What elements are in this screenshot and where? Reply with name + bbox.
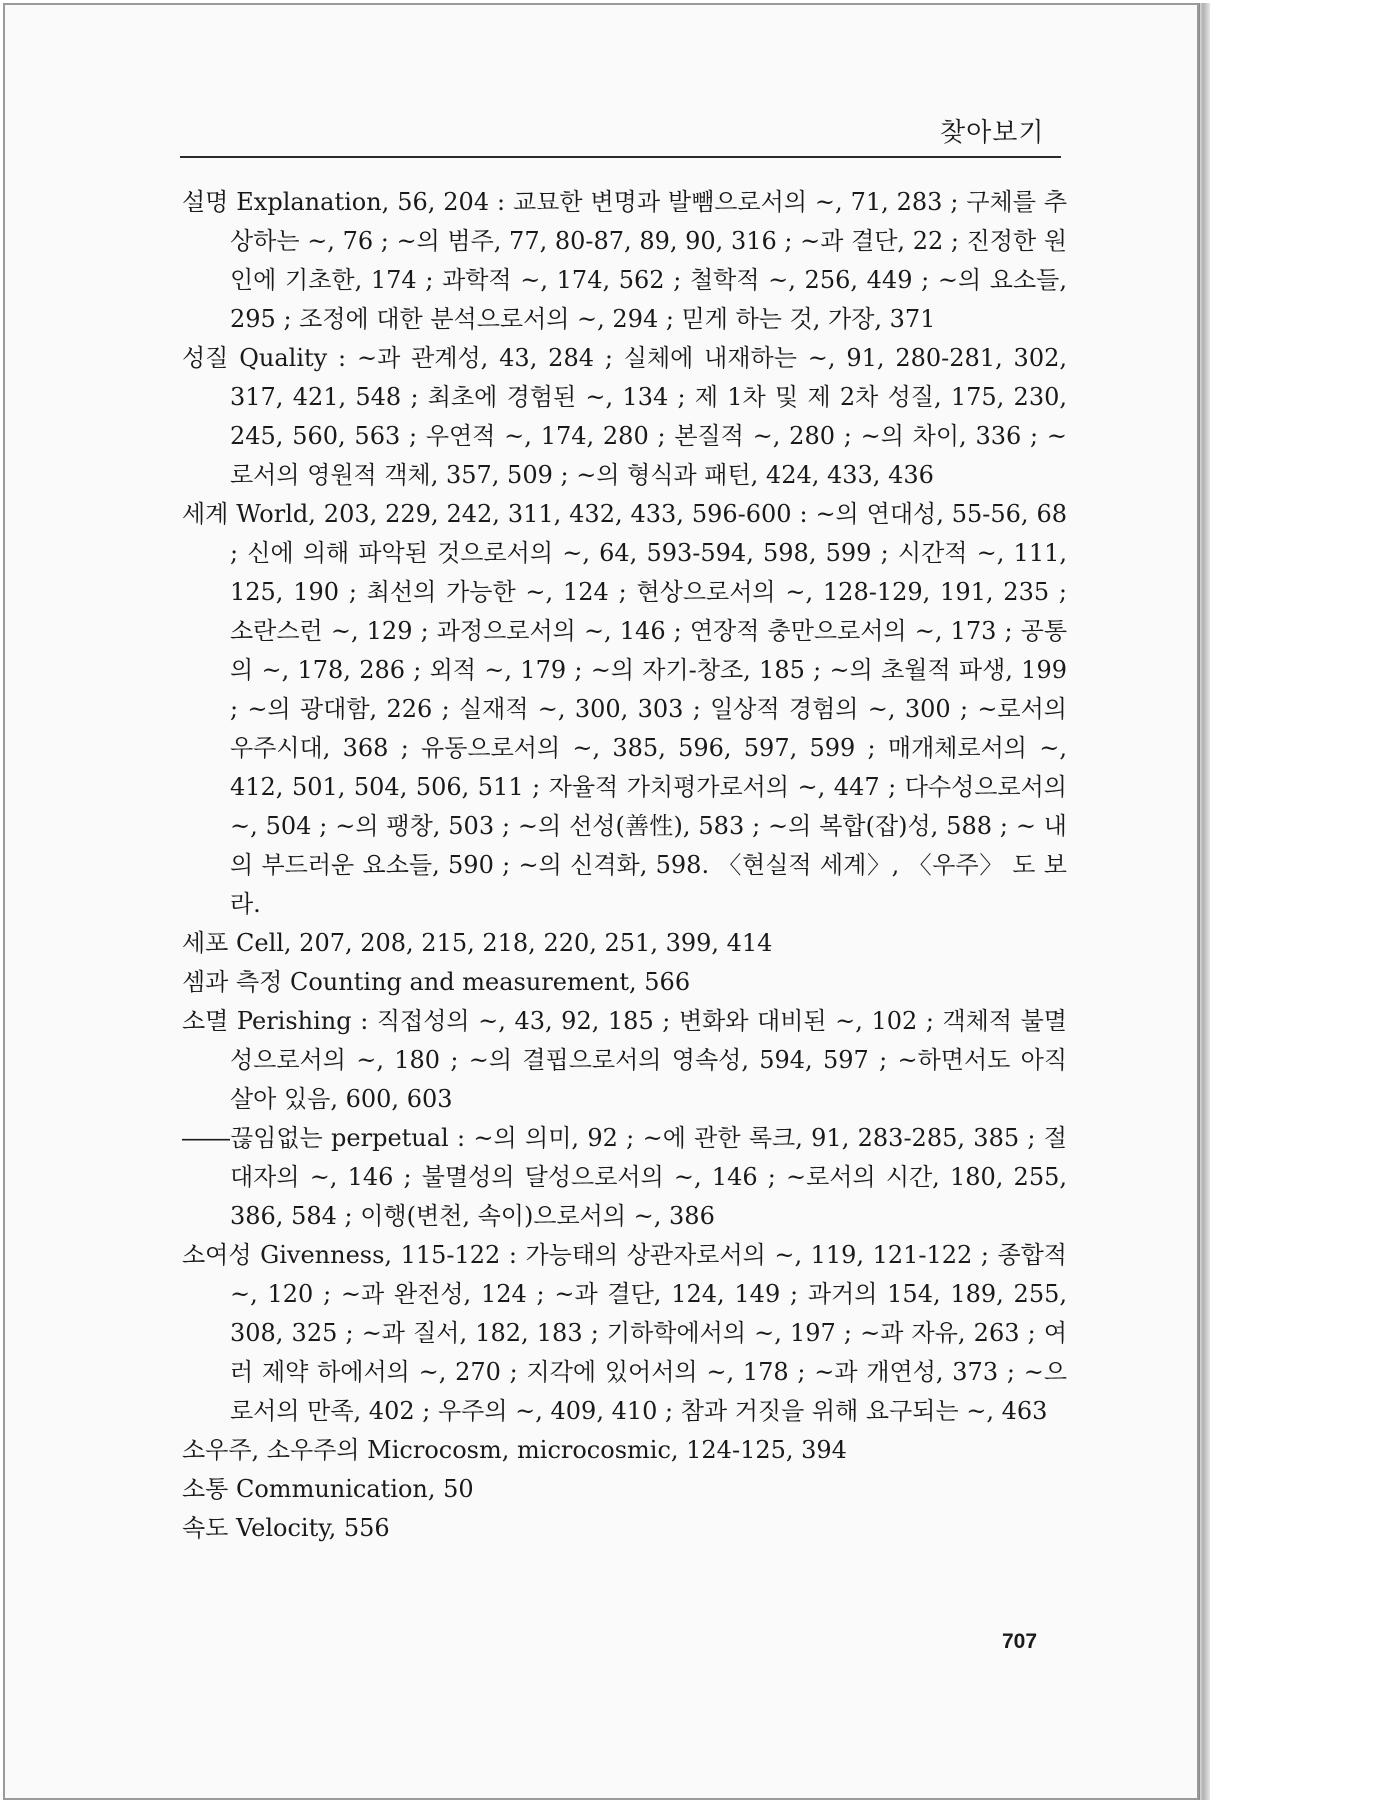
index-entry: 소우주, 소우주의 Microcosm, microcosmic, 124-125, 394 [182,1436,847,1464]
index-subentry: ――끊임없는 perpetual : ~의 의미, 92 ; ~에 관한 록크, 91, 283-285, 385 ; 절대자의 ~, 146 ; 불멸성의 달성으로서의 ~, 146 ; ~로서의 시간, 180, 255, 386, 584 ; 이행(변천, 속이)으로서의 ~, 386 [182,1124,1067,1230]
index-entry: 성질 Quality : ~과 관계성, 43, 284 ; 실체에 내재하는 ~, 91, 280-281, 302, 317, 421, 548 ; 최초에 경험된 ~, 134 ; 제 1차 및 제 2차 성질, 175, 230, 245, 560, 563 ; 우연적 ~, 174, 280 ; 본질적 ~, 280 ; ~의 차이, 336 ; ~로서의 영원적 객체, 357, 509 ; ~의 형식과 패턴, 424, 433, 436 [182,344,1067,489]
index-entry: 소멸 Perishing : 직접성의 ~, 43, 92, 185 ; 변화와 대비된 ~, 102 ; 객체적 불멸성으로서의 ~, 180 ; ~의 결핍으로서의 영속성, 594, 597 ; ~하면서도 아직 살아 있음, 600, 603 [182,1007,1067,1113]
index-entry: 셈과 측정 Counting and measurement, 566 [182,968,691,996]
index-entries [182,183,1067,1548]
index-entry: 설명 Explanation, 56, 204 : 교묘한 변명과 발뺌으로서의 ~, 71, 283 ; 구체를 추상하는 ~, 76 ; ~의 범주, 77, 80-87, 89, 90, 316 ; ~과 결단, 22 ; 진정한 원인에 기초한, 174 ; 과학적 ~, 174, 562 ; 철학적 ~, 256, 449 ; ~의 요소들, 295 ; 조정에 대한 분석으로서의 ~, 294 ; 믿게 하는 것, 가장, 371 [182,188,1067,333]
header-rule [180,156,1061,158]
index-entry: 소통 Communication, 50 [182,1475,474,1503]
index-entry: 세계 World, 203, 229, 242, 311, 432, 433, 596-600 : ~의 연대성, 55-56, 68 ; 신에 의해 파악된 것으로서의 ~, 64, 593-594, 598, 599 ; 시간적 ~, 111, 125, 190 ; 최선의 가능한 ~, 124 ; 현상으로서의 ~, 128-129, 191, 235 ; 소란스런 ~, 129 ; 과정으로서의 ~, 146 ; 연장적 충만으로서의 ~, 173 ; 공통의 ~, 178, 286 ; 외적 ~, 179 ; ~의 자기-창조, 185 ; ~의 초월적 파생, 199 ; ~의 광대함, 226 ; 실재적 ~, 300, 303 ; 일상적 경험의 ~, 300 ; ~로서의 우주시대, 368 ; 유동으로서의 ~, 385, 596, 597, 599 ; 매개체로서의 ~, 412, 501, 504, 506, 511 ; 자율적 가치평가로서의 ~, 447 ; 다수성으로서의 ~, 504 ; ~의 팽창, 503 ; ~의 선성(善性), 583 ; ~의 복합(잡)성, 588 ; ~ 내의 부드러운 요소들, 590 ; ~의 신격화, 598. 〈현실적 세계〉, 〈우주〉 도 보라. [182,500,1067,918]
index-entry: 세포 Cell, 207, 208, 215, 218, 220, 251, 399, 414 [182,929,773,957]
page-number: 707 [1002,1630,1038,1653]
running-head: 찾아보기 [940,118,1045,148]
page-edge [1199,3,1210,1800]
index-entry: 속도 Velocity, 556 [182,1514,390,1542]
index-entry: 소여성 Givenness, 115-122 : 가능태의 상관자로서의 ~, 119, 121-122 ; 종합적 ~, 120 ; ~과 완전성, 124 ; ~과 결단, 124, 149 ; 과거의 154, 189, 255, 308, 325 ; ~과 질서, 182, 183 ; 기하학에서의 ~, 197 ; ~과 자유, 263 ; 여러 제약 하에서의 ~, 270 ; 지각에 있어서의 ~, 178 ; ~과 개연성, 373 ; ~으로서의 만족, 402 ; 우주의 ~, 409, 410 ; 참과 거짓을 위해 요구되는 ~, 463 [182,1241,1067,1425]
